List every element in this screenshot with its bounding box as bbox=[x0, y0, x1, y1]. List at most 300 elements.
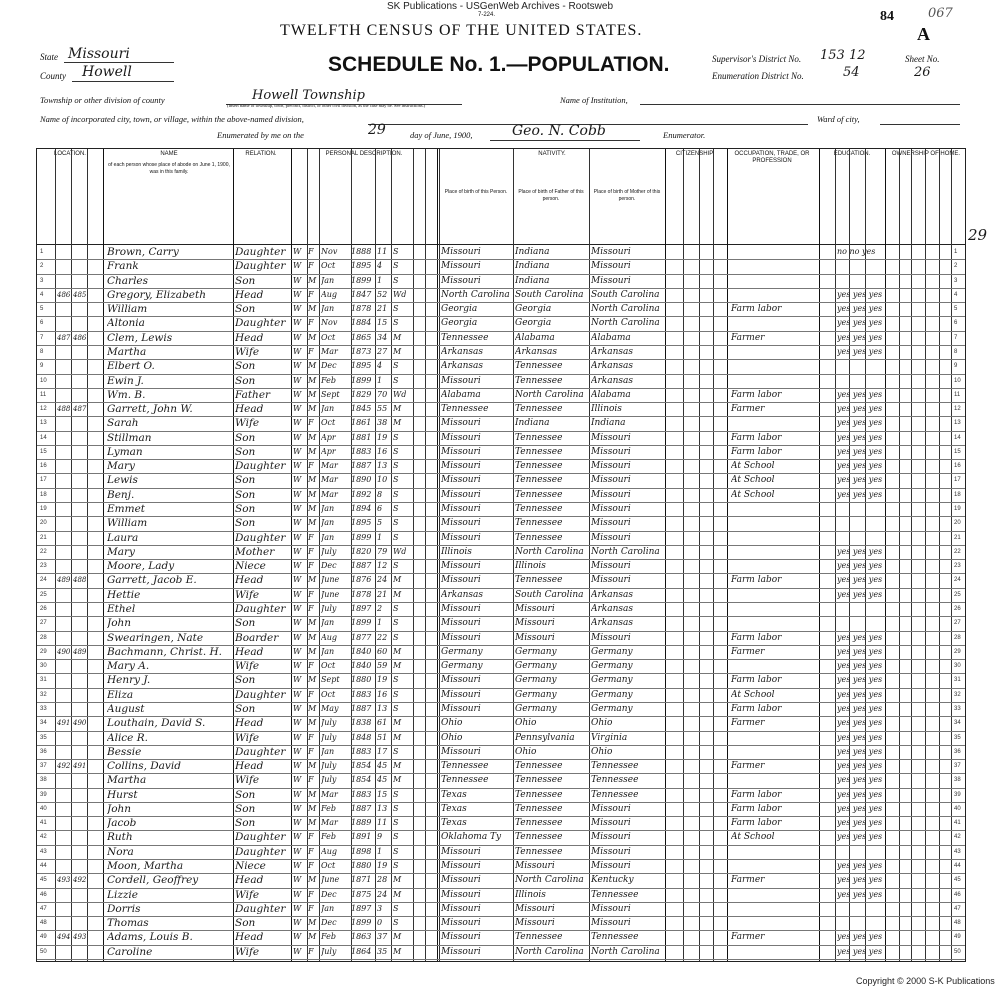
education: yes yes yes bbox=[837, 946, 883, 956]
person-name: Benj. bbox=[107, 488, 135, 501]
color-race: W bbox=[293, 803, 302, 813]
father-birthplace: Tennessee bbox=[515, 532, 563, 543]
township-note: (Insert name of township, town, precinct, district, or other civil division, as the case may be. See instructions.) bbox=[227, 103, 426, 108]
birth-month: June bbox=[321, 589, 340, 599]
occupation: At School bbox=[731, 689, 775, 700]
column-rule bbox=[835, 149, 836, 961]
mother-birthplace: Virginia bbox=[591, 732, 628, 743]
age: 1 bbox=[377, 532, 383, 542]
education: yes yes yes bbox=[837, 703, 883, 713]
header-nativity-father: Place of birth of Father of this person. bbox=[518, 189, 584, 202]
line-number: 13 bbox=[40, 420, 47, 427]
person-name: Garrett, Jacob E. bbox=[107, 574, 197, 587]
line-number-right: 7 bbox=[954, 334, 958, 341]
line-number: 31 bbox=[40, 677, 47, 684]
birth-year: 1854 bbox=[351, 761, 372, 771]
line-number: 50 bbox=[40, 948, 47, 955]
education: yes yes yes bbox=[837, 789, 883, 799]
dwelling-number: 488 bbox=[57, 405, 71, 414]
line-number: 27 bbox=[40, 620, 47, 627]
birth-month: Jan bbox=[321, 903, 335, 913]
line-number: 7 bbox=[40, 334, 44, 341]
father-birthplace: South Carolina bbox=[515, 289, 584, 300]
birth-year: 1899 bbox=[351, 532, 372, 542]
line-number: 45 bbox=[40, 877, 47, 884]
birthplace: Missouri bbox=[441, 875, 481, 886]
father-birthplace: Tennessee bbox=[515, 775, 563, 786]
color-race: W bbox=[293, 789, 302, 799]
color-race: W bbox=[293, 404, 302, 414]
age: 10 bbox=[377, 475, 388, 485]
birth-month: Dec bbox=[321, 561, 337, 571]
color-race: W bbox=[293, 361, 302, 371]
birth-year: 1884 bbox=[351, 318, 372, 328]
line-number: 23 bbox=[40, 563, 47, 570]
marital-status: S bbox=[393, 803, 399, 813]
relation: Daughter bbox=[235, 260, 286, 273]
person-name: Jacob bbox=[107, 817, 137, 830]
birth-year: 1890 bbox=[351, 475, 372, 485]
relation: Niece bbox=[235, 860, 266, 873]
birth-month: Jan bbox=[321, 646, 335, 656]
relation: Mother bbox=[235, 545, 275, 558]
line-number-right: 12 bbox=[954, 406, 961, 413]
father-birthplace: Tennessee bbox=[515, 818, 563, 829]
mother-birthplace: Missouri bbox=[591, 803, 631, 814]
person-name: Garrett, John W. bbox=[107, 403, 193, 416]
marital-status: S bbox=[393, 618, 399, 628]
sex: F bbox=[308, 832, 314, 842]
mother-birthplace: Tennessee bbox=[591, 789, 639, 800]
sex: F bbox=[308, 775, 314, 785]
father-birthplace: Tennessee bbox=[515, 475, 563, 486]
enumerated-mid: day of June, 1900, bbox=[410, 130, 473, 140]
father-birthplace: Tennessee bbox=[515, 575, 563, 586]
father-birthplace: Indiana bbox=[515, 275, 550, 286]
person-name: Dorris bbox=[107, 902, 141, 915]
mother-birthplace: Missouri bbox=[591, 275, 631, 286]
relation: Son bbox=[235, 360, 256, 373]
sex: F bbox=[308, 247, 314, 256]
relation: Son bbox=[235, 374, 256, 387]
mother-birthplace: Missouri bbox=[591, 261, 631, 272]
marital-status: M bbox=[393, 661, 402, 671]
sex: F bbox=[308, 846, 314, 856]
marital-status: Wd bbox=[393, 389, 407, 399]
line-number: 11 bbox=[40, 391, 47, 398]
birth-year: 1898 bbox=[351, 846, 372, 856]
family-number: 492 bbox=[73, 876, 87, 885]
marital-status: M bbox=[393, 775, 402, 785]
occupation: Farm labor bbox=[731, 304, 782, 315]
sex: M bbox=[308, 632, 317, 642]
color-race: W bbox=[293, 332, 302, 342]
family-number: 488 bbox=[73, 576, 87, 585]
occupation: Farmer bbox=[731, 761, 765, 772]
sex: F bbox=[308, 889, 314, 899]
birth-month: Jan bbox=[321, 532, 335, 542]
education: yes yes yes bbox=[837, 646, 883, 656]
column-rule bbox=[951, 149, 952, 961]
birth-year: 1887 bbox=[351, 803, 372, 813]
line-number-right: 38 bbox=[954, 777, 961, 784]
family-number: 491 bbox=[73, 762, 87, 771]
person-name: Martha bbox=[107, 774, 147, 787]
column-rule bbox=[683, 149, 684, 961]
relation: Son bbox=[235, 817, 256, 830]
marital-status: M bbox=[393, 646, 402, 656]
dwelling-number: 490 bbox=[57, 647, 71, 656]
birth-year: 1880 bbox=[351, 861, 372, 871]
line-number: 4 bbox=[40, 291, 44, 298]
header-ownership: OWNERSHIP OF HOME. bbox=[891, 151, 961, 157]
birthplace: Missouri bbox=[441, 432, 481, 443]
age: 15 bbox=[377, 789, 388, 799]
age: 1 bbox=[377, 846, 383, 856]
line-number: 28 bbox=[40, 634, 47, 641]
occupation: Farm labor bbox=[731, 703, 782, 714]
birthplace: Tennessee bbox=[441, 332, 489, 343]
line-number-right: 3 bbox=[954, 277, 958, 284]
column-rule bbox=[589, 149, 590, 961]
person-name: Nora bbox=[107, 845, 134, 858]
father-birthplace: Georgia bbox=[515, 318, 552, 329]
dwelling-number: 494 bbox=[57, 933, 71, 942]
color-race: W bbox=[293, 646, 302, 656]
marital-status: S bbox=[393, 689, 399, 699]
color-race: W bbox=[293, 504, 302, 514]
birth-year: 1897 bbox=[351, 903, 372, 913]
relation: Head bbox=[235, 403, 264, 416]
education: yes yes yes bbox=[837, 332, 883, 342]
mother-birthplace: Germany bbox=[591, 646, 633, 657]
relation: Head bbox=[235, 574, 264, 587]
age: 1 bbox=[377, 618, 383, 628]
column-rule bbox=[819, 149, 820, 961]
color-race: W bbox=[293, 575, 302, 585]
relation: Daughter bbox=[235, 531, 286, 544]
relation: Son bbox=[235, 674, 256, 687]
mother-birthplace: North Carolina bbox=[591, 946, 660, 957]
sex: M bbox=[308, 761, 317, 771]
person-name: Hettie bbox=[107, 588, 141, 601]
education: yes yes yes bbox=[837, 632, 883, 642]
family-number: 489 bbox=[73, 647, 87, 656]
relation: Wife bbox=[235, 731, 260, 744]
relation: Son bbox=[235, 503, 256, 516]
birth-month: Aug bbox=[321, 289, 338, 299]
marital-status: M bbox=[393, 732, 402, 742]
mother-birthplace: Germany bbox=[591, 703, 633, 714]
person-name: Bessie bbox=[107, 745, 142, 758]
birthplace: Missouri bbox=[441, 689, 481, 700]
birth-year: 1840 bbox=[351, 646, 372, 656]
line-number: 17 bbox=[40, 477, 47, 484]
person-name: Mary bbox=[107, 460, 135, 473]
marital-status: S bbox=[393, 532, 399, 542]
sex: F bbox=[308, 604, 314, 613]
birthplace: Arkansas bbox=[441, 361, 484, 372]
relation: Wife bbox=[235, 774, 260, 787]
line-number-right: 17 bbox=[954, 477, 961, 484]
column-rule bbox=[375, 149, 376, 961]
line-number-right: 33 bbox=[954, 705, 961, 712]
line-number: 32 bbox=[40, 691, 47, 698]
birthplace: Alabama bbox=[441, 389, 481, 400]
sheet-tag: 84 bbox=[880, 9, 894, 24]
birth-month: Oct bbox=[321, 689, 336, 699]
birth-month: Sept bbox=[321, 675, 340, 685]
birth-month: Feb bbox=[321, 375, 336, 385]
birth-month: Oct bbox=[321, 861, 336, 871]
birth-month: July bbox=[321, 946, 337, 956]
birthplace: Missouri bbox=[441, 518, 481, 529]
birthplace: Missouri bbox=[441, 375, 481, 386]
birthplace: Tennessee bbox=[441, 761, 489, 772]
line-number-right: 47 bbox=[954, 905, 961, 912]
sex: F bbox=[308, 546, 314, 556]
birth-year: 1880 bbox=[351, 675, 372, 685]
relation: Head bbox=[235, 645, 264, 658]
color-race: W bbox=[293, 703, 302, 713]
marital-status: S bbox=[393, 604, 399, 613]
mother-birthplace: Missouri bbox=[591, 461, 631, 472]
marital-status: S bbox=[393, 903, 399, 913]
line-number: 21 bbox=[40, 534, 47, 541]
education: yes yes yes bbox=[837, 346, 883, 356]
marital-status: M bbox=[393, 589, 402, 599]
birthplace: Illinois bbox=[441, 546, 472, 557]
family-number: 490 bbox=[73, 719, 87, 728]
sex: F bbox=[308, 532, 314, 542]
color-race: W bbox=[293, 346, 302, 356]
father-birthplace: Germany bbox=[515, 703, 557, 714]
relation: Father bbox=[235, 388, 271, 401]
line-number-right: 46 bbox=[954, 891, 961, 898]
occupation: Farm labor bbox=[731, 789, 782, 800]
birthplace: Missouri bbox=[441, 532, 481, 543]
birth-year: 1864 bbox=[351, 946, 372, 956]
age: 11 bbox=[377, 818, 388, 828]
line-number-right: 5 bbox=[954, 306, 958, 313]
color-race: W bbox=[293, 532, 302, 542]
father-birthplace: Indiana bbox=[515, 418, 550, 429]
mother-birthplace: Tennessee bbox=[591, 932, 639, 943]
county-value: Howell bbox=[82, 64, 132, 80]
birthplace: Arkansas bbox=[441, 346, 484, 357]
person-name: Ethel bbox=[107, 603, 136, 615]
color-race: W bbox=[293, 247, 302, 256]
education: yes yes yes bbox=[837, 732, 883, 742]
color-race: W bbox=[293, 275, 302, 285]
birth-month: Sept bbox=[321, 389, 340, 399]
line-number: 8 bbox=[40, 348, 44, 355]
birth-year: 1881 bbox=[351, 432, 372, 442]
marital-status: S bbox=[393, 261, 399, 271]
line-number-right: 2 bbox=[954, 263, 958, 270]
birth-month: Apr bbox=[321, 432, 336, 442]
relation: Son bbox=[235, 431, 256, 444]
birth-year: 1899 bbox=[351, 618, 372, 628]
sex: M bbox=[308, 875, 317, 885]
father-birthplace: Tennessee bbox=[515, 504, 563, 515]
line-number: 40 bbox=[40, 805, 47, 812]
line-number-right: 28 bbox=[954, 634, 961, 641]
relation: Wife bbox=[235, 660, 260, 673]
birth-year: 1877 bbox=[351, 632, 372, 642]
mother-birthplace: Missouri bbox=[591, 918, 631, 929]
age: 22 bbox=[377, 632, 388, 642]
age: 45 bbox=[377, 761, 388, 771]
color-race: W bbox=[293, 775, 302, 785]
header-nativity-birth: Place of birth of this Person. bbox=[444, 189, 508, 195]
line-number-right: 20 bbox=[954, 520, 961, 527]
relation: Wife bbox=[235, 417, 260, 430]
education: yes yes yes bbox=[837, 432, 883, 442]
birthplace: Missouri bbox=[441, 261, 481, 272]
marital-status: M bbox=[393, 332, 402, 342]
person-name: Laura bbox=[107, 531, 139, 544]
mother-birthplace: North Carolina bbox=[591, 546, 660, 557]
column-rule bbox=[103, 149, 104, 961]
person-name: Altonia bbox=[107, 317, 145, 330]
mother-birthplace: Germany bbox=[591, 675, 633, 686]
father-birthplace: Tennessee bbox=[515, 489, 563, 500]
color-race: W bbox=[293, 661, 302, 671]
mother-birthplace: Missouri bbox=[591, 446, 631, 457]
marital-status: Wd bbox=[393, 289, 407, 299]
relation: Daughter bbox=[235, 831, 286, 844]
birth-month: Oct bbox=[321, 261, 336, 271]
line-number-right: 35 bbox=[954, 734, 961, 741]
person-name: Brown, Carry bbox=[107, 246, 179, 258]
relation: Wife bbox=[235, 888, 260, 901]
marital-status: S bbox=[393, 561, 399, 571]
birth-month: Jan bbox=[321, 275, 335, 285]
marital-status: M bbox=[393, 718, 402, 728]
father-birthplace: North Carolina bbox=[515, 389, 584, 400]
mother-birthplace: Tennessee bbox=[591, 889, 639, 900]
line-number-right: 14 bbox=[954, 434, 961, 441]
column-rule bbox=[699, 149, 700, 961]
age: 4 bbox=[377, 261, 383, 271]
marital-status: M bbox=[393, 875, 402, 885]
birthplace: Oklahoma Ty bbox=[441, 832, 502, 843]
education: yes yes yes bbox=[837, 861, 883, 871]
color-race: W bbox=[293, 304, 302, 314]
father-birthplace: Tennessee bbox=[515, 518, 563, 529]
age: 19 bbox=[377, 861, 388, 871]
dwelling-number: 491 bbox=[57, 719, 71, 728]
line-number: 33 bbox=[40, 705, 47, 712]
age: 21 bbox=[377, 304, 388, 314]
birth-year: 1883 bbox=[351, 689, 372, 699]
line-number-right: 34 bbox=[954, 720, 961, 727]
birth-year: 1863 bbox=[351, 932, 372, 942]
education: yes yes yes bbox=[837, 589, 883, 599]
birthplace: Missouri bbox=[441, 446, 481, 457]
mother-birthplace: Missouri bbox=[591, 518, 631, 529]
color-race: W bbox=[293, 689, 302, 699]
mother-birthplace: Kentucky bbox=[591, 875, 634, 886]
birth-year: 1891 bbox=[351, 832, 372, 842]
relation: Son bbox=[235, 702, 256, 715]
color-race: W bbox=[293, 418, 302, 428]
relation: Son bbox=[235, 445, 256, 458]
enum-district-value: 54 bbox=[843, 65, 860, 80]
age: 45 bbox=[377, 775, 388, 785]
age: 13 bbox=[377, 803, 388, 813]
line-number-right: 41 bbox=[954, 820, 961, 827]
birth-month: Oct bbox=[321, 661, 336, 671]
line-number-right: 50 bbox=[954, 948, 961, 955]
father-birthplace: Tennessee bbox=[515, 932, 563, 943]
dwelling-number: 487 bbox=[57, 333, 71, 342]
age: 52 bbox=[377, 289, 388, 299]
father-birthplace: Tennessee bbox=[515, 404, 563, 415]
father-birthplace: Tennessee bbox=[515, 846, 563, 857]
marital-status: S bbox=[393, 789, 399, 799]
line-number: 6 bbox=[40, 320, 44, 327]
education: yes yes yes bbox=[837, 475, 883, 485]
line-number: 15 bbox=[40, 448, 47, 455]
sex: M bbox=[308, 304, 317, 314]
birth-month: Dec bbox=[321, 918, 337, 928]
father-birthplace: Missouri bbox=[515, 632, 555, 643]
color-race: W bbox=[293, 846, 302, 856]
person-name: Moon, Martha bbox=[107, 860, 184, 873]
birth-month: Nov bbox=[321, 247, 338, 256]
person-name: Martha bbox=[107, 345, 147, 358]
line-number: 14 bbox=[40, 434, 47, 441]
father-birthplace: Tennessee bbox=[515, 761, 563, 772]
birth-year: 1878 bbox=[351, 589, 372, 599]
marital-status: M bbox=[393, 346, 402, 356]
age: 0 bbox=[377, 918, 383, 928]
relation: Daughter bbox=[235, 845, 286, 858]
father-birthplace: Tennessee bbox=[515, 461, 563, 472]
mother-birthplace: Arkansas bbox=[591, 618, 634, 629]
birth-month: July bbox=[321, 761, 337, 771]
occupation: Farmer bbox=[731, 332, 765, 343]
age: 17 bbox=[377, 746, 388, 756]
mother-birthplace: Ohio bbox=[591, 718, 613, 729]
color-race: W bbox=[293, 903, 302, 913]
enumerated-prefix: Enumerated by me on the bbox=[217, 130, 304, 140]
birthplace: Missouri bbox=[441, 918, 481, 929]
marital-status: S bbox=[393, 703, 399, 713]
column-rule bbox=[513, 149, 514, 961]
person-name: Ruth bbox=[107, 831, 133, 844]
column-rule bbox=[939, 149, 940, 961]
line-number: 10 bbox=[40, 377, 47, 384]
marital-status: S bbox=[393, 918, 399, 928]
occupation: At School bbox=[731, 461, 775, 472]
line-number-right: 23 bbox=[954, 563, 961, 570]
column-rule bbox=[413, 149, 414, 961]
side-letter: A bbox=[917, 24, 930, 44]
dwelling-number: 492 bbox=[57, 762, 71, 771]
birth-year: 1899 bbox=[351, 375, 372, 385]
relation: Daughter bbox=[235, 317, 286, 330]
sex: M bbox=[308, 646, 317, 656]
header-name: NAME of each person whose place of abode on June 1, 1900, was in this family. bbox=[108, 151, 230, 175]
line-number-right: 24 bbox=[954, 577, 961, 584]
birth-month: Jan bbox=[321, 404, 335, 414]
age: 38 bbox=[377, 418, 388, 428]
birth-month: July bbox=[321, 718, 337, 728]
age: 8 bbox=[377, 489, 383, 499]
